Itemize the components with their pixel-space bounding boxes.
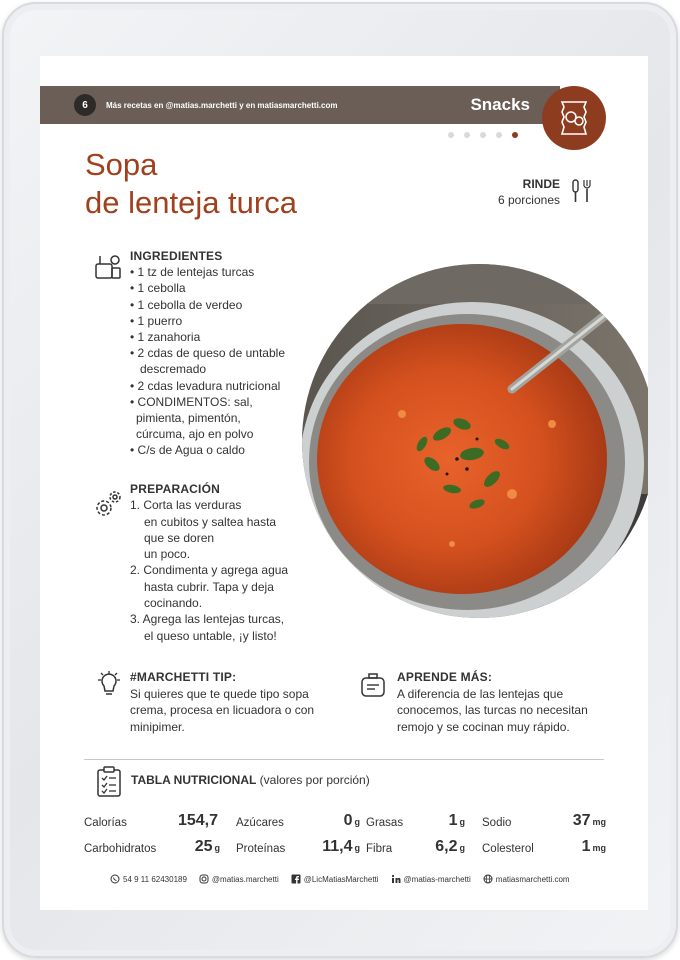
utensils-icon — [570, 178, 592, 209]
nutrient-value — [300, 838, 360, 856]
list-item: pimienta, pimentón, — [136, 411, 241, 426]
nutrient-unit: g — [354, 817, 360, 827]
recipe-title-line2: de lenteja turca — [85, 185, 297, 220]
nutrient-value — [300, 812, 360, 830]
step-line: 2. Condimenta y agrega agua — [130, 563, 289, 578]
list-item: • 1 cebolla de verdeo — [130, 297, 243, 312]
tip-line: minipimer. — [130, 719, 185, 734]
ingredients-heading: INGREDIENTES — [130, 249, 223, 263]
section-title: Snacks — [470, 95, 530, 114]
footer-phone-text: 54 9 11 62430189 — [123, 874, 187, 884]
tip-line: crema, procesa en licuadora o con — [130, 703, 315, 717]
footer-facebook[interactable] — [291, 874, 379, 884]
nutrient-number: 0 — [343, 812, 353, 829]
nutrient-label: Colesterol — [482, 843, 534, 855]
step-line: el queso untable, ¡y listo! — [144, 628, 277, 643]
tip-line: Si quieres que te quede tipo sopa — [130, 686, 309, 701]
step-line: 3. Agrega las lentejas turcas, — [130, 612, 285, 627]
nutrient-unit: g — [459, 843, 465, 853]
preparation-heading: PREPARACIÓN — [130, 482, 220, 496]
learn-more — [397, 669, 622, 735]
soup-photo — [302, 264, 648, 618]
footer-web-text: matiasmarchetti.com — [495, 874, 570, 884]
nutrient-number: 1 — [581, 838, 591, 855]
list-item: • 1 puerro — [130, 313, 183, 328]
list-item: • CONDIMENTOS: sal, — [130, 394, 253, 409]
nutrient-value — [160, 812, 220, 830]
footer-phone[interactable] — [110, 874, 187, 884]
nutrient-label: Sodio — [482, 817, 512, 829]
pagination-dot-active[interactable] — [512, 132, 518, 138]
nutrient-label: Azúcares — [236, 817, 284, 829]
kettlebell-icon — [358, 670, 388, 705]
list-item: • 2 cdas levadura nutricional — [130, 378, 281, 393]
nutrient-number: 6,2 — [435, 838, 458, 855]
nutrient-label: Grasas — [366, 817, 404, 829]
list-item: • C/s de Agua o caldo — [130, 443, 245, 458]
nutrient-unit: g — [459, 817, 465, 827]
learn-heading: APRENDE MÁS: — [397, 670, 493, 684]
nutrition-subtitle: (valores por porción) — [259, 773, 370, 787]
pagination-dot[interactable] — [448, 132, 454, 138]
recipe-title-line1: Sopa — [85, 147, 158, 182]
nutrient-number: 154,7 — [177, 812, 218, 829]
preparation-steps — [130, 497, 288, 644]
nutrient-value — [546, 812, 606, 830]
whatsapp-icon — [110, 874, 120, 884]
nutrient-value — [405, 812, 465, 830]
yield — [420, 176, 560, 208]
linkedin-icon — [391, 874, 401, 884]
globe-icon — [483, 874, 493, 884]
list-item: • 2 cdas de queso de untable — [130, 346, 285, 361]
pagination-dot[interactable] — [496, 132, 502, 138]
nutrient-number: 1 — [448, 812, 458, 829]
step-line: que se doren — [144, 530, 215, 545]
list-item: descremado — [140, 362, 207, 377]
yield-label: RINDE — [522, 177, 560, 191]
lightbulb-icon — [94, 670, 124, 705]
step-line: un poco. — [144, 547, 191, 562]
tip-heading: #MARCHETTI TIP: — [130, 670, 237, 684]
pagination-dots — [448, 132, 518, 138]
list-item: • 1 tz de lentejas turcas — [130, 265, 255, 280]
divider — [84, 759, 604, 760]
nutrition-title — [131, 773, 370, 787]
nutrient-unit: mg — [592, 843, 606, 853]
header-tagline: Más recetas en @matias.marchetti y en matiasmarchetti.com — [106, 100, 338, 110]
step-line: en cubitos y saltea hasta — [144, 514, 277, 529]
nutrient-number: 25 — [194, 838, 213, 855]
step-line: hasta cubrir. Tapa y deja — [144, 579, 274, 594]
ingredients-icon — [92, 252, 122, 287]
nutrient-label: Fibra — [366, 843, 393, 855]
nutrient-value — [160, 838, 220, 856]
list-item: • 1 zanahoria — [130, 330, 201, 345]
gears-icon — [92, 488, 124, 525]
nutrient-value — [405, 838, 465, 856]
learn-line: A diferencia de las lentejas que — [397, 686, 564, 701]
ingredients-section — [130, 248, 285, 459]
page-number: 6 — [74, 94, 96, 116]
preparation-section — [130, 481, 288, 644]
pagination-dot[interactable] — [480, 132, 486, 138]
learn-line: remojo y se cocinan muy rápido. — [397, 719, 570, 734]
instagram-icon — [199, 874, 209, 884]
learn-line: conocemos, las turcas no necesitan — [397, 703, 588, 717]
step-line: cocinando. — [144, 596, 203, 611]
nutrient-label: Calorías — [84, 817, 127, 829]
tablet-frame — [2, 2, 678, 958]
nutrient-value — [546, 838, 606, 856]
nutrient-number: 11,4 — [322, 838, 353, 855]
nutrient-unit: g — [354, 843, 360, 853]
footer-web[interactable] — [483, 874, 570, 884]
list-item: • 1 cebolla — [130, 281, 186, 296]
yield-value: 6 porciones — [497, 193, 560, 207]
header-bar — [40, 86, 560, 124]
recipe-title — [85, 146, 297, 222]
ingredients-list — [130, 264, 285, 458]
footer-linkedin[interactable] — [391, 874, 471, 884]
snack-bag-icon — [542, 86, 606, 150]
nutrient-unit: g — [214, 843, 220, 853]
pagination-dot[interactable] — [464, 132, 470, 138]
step-line: 1. Corta las verduras — [130, 498, 242, 513]
contact-footer — [110, 874, 590, 884]
footer-facebook-text: @LicMatiasMarchetti — [303, 874, 379, 884]
marchetti-tip — [130, 669, 350, 735]
nutrition-title-text: TABLA NUTRICIONAL — [131, 773, 257, 787]
nutrient-number: 37 — [572, 812, 591, 829]
list-item: cúrcuma, ajo en polvo — [136, 427, 254, 442]
checklist-icon — [96, 766, 122, 803]
footer-instagram-text: @matias.marchetti — [211, 874, 279, 884]
nutrient-label: Carbohidratos — [84, 843, 157, 855]
facebook-icon — [291, 874, 301, 884]
footer-instagram[interactable] — [199, 874, 279, 884]
nutrient-label: Proteínas — [236, 843, 286, 855]
footer-linkedin-text: @matias-marchetti — [403, 874, 471, 884]
nutrient-unit: mg — [592, 817, 606, 827]
recipe-page — [40, 56, 648, 910]
